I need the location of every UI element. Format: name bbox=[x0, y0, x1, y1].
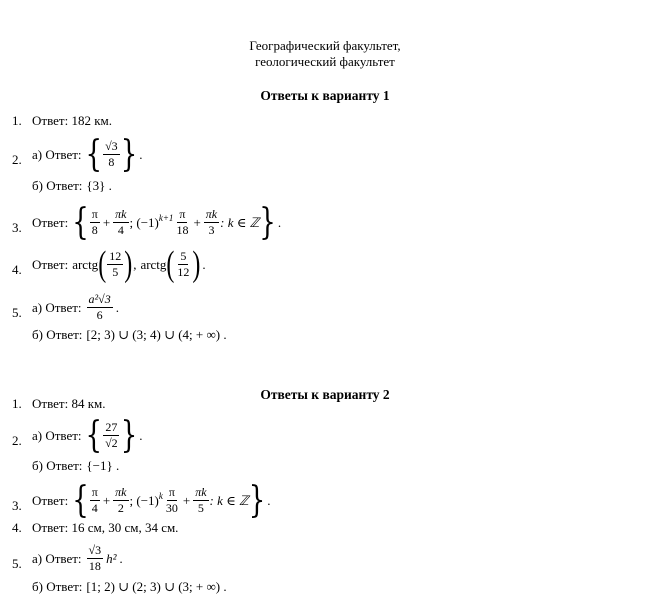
fraction bbox=[113, 486, 128, 515]
answer-label: а) Ответ: bbox=[32, 427, 82, 443]
denominator: 6 bbox=[96, 308, 103, 322]
variant-2-title: Ответы к варианту 2 bbox=[260, 387, 390, 402]
answer-formula bbox=[32, 178, 112, 194]
left-brace: { bbox=[85, 414, 103, 457]
answer-formula: Ответ: { $\frac{\pi}{8}$ + $\frac{\pi k}{4}$ ; (−1) k+1 $\frac{\pi}{18}$ + $\frac{\pi k}{3}$ : k ∈ ℤ } . bbox=[32, 201, 282, 244]
answer-formula: Ответ: { $\frac{\pi}{4}$ + $\frac{\pi k}{2}$ ; (−1) k $\frac{\pi}{30}$ + $\frac{\pi k}{5}$ : k ∈ ℤ } . bbox=[32, 479, 271, 522]
answer-formula bbox=[32, 544, 123, 573]
numerator: a²√3 bbox=[88, 292, 111, 306]
exponent: k bbox=[158, 490, 163, 501]
condition: : k ∈ ℤ bbox=[209, 492, 249, 508]
right-brace: } bbox=[120, 133, 138, 176]
left-brace: { bbox=[85, 133, 103, 176]
condition: : k ∈ ℤ bbox=[220, 214, 260, 230]
right-brace: } bbox=[259, 201, 276, 244]
answer-label: а) Ответ: bbox=[32, 299, 82, 315]
answer-text: Ответ: 182 км. bbox=[32, 113, 112, 128]
denominator: 3 bbox=[208, 223, 215, 237]
answer-label: Ответ: bbox=[32, 256, 69, 272]
answer-formula: а) Ответ: $\frac{\text{a²√3}}{6}$ . bbox=[32, 292, 119, 322]
denominator: 2 bbox=[117, 501, 124, 515]
numerator: π bbox=[179, 207, 186, 221]
faculty-line-1: Географический факультет, bbox=[249, 38, 401, 53]
numerator: π bbox=[91, 207, 98, 221]
variant-1-title: Ответы к варианту 1 bbox=[260, 88, 390, 103]
answer-label: б) Ответ: bbox=[32, 327, 83, 342]
fraction bbox=[87, 293, 113, 322]
fraction bbox=[204, 208, 219, 237]
fraction bbox=[164, 486, 180, 515]
denominator: 8 bbox=[108, 155, 115, 169]
answer-value: {3} . bbox=[86, 178, 112, 193]
faculty-line-2: геологический факультет bbox=[255, 54, 395, 69]
denominator: 4 bbox=[117, 223, 124, 237]
function-name: arctg bbox=[72, 256, 99, 272]
answer-label: б) Ответ: bbox=[32, 178, 83, 193]
exponent: k+1 bbox=[158, 212, 174, 223]
denominator: 5 bbox=[197, 501, 204, 515]
fraction bbox=[174, 208, 190, 237]
numerator: 5 bbox=[180, 249, 187, 263]
numerator: π bbox=[168, 485, 175, 499]
denominator: 8 bbox=[91, 223, 98, 237]
numerator: 12 bbox=[109, 249, 122, 263]
answer-label: Ответ: bbox=[32, 214, 69, 230]
numerator: √3 bbox=[105, 139, 118, 153]
item-number: 3. bbox=[12, 498, 22, 513]
answer-label: б) Ответ: bbox=[32, 458, 83, 473]
denominator: √2 bbox=[105, 436, 118, 450]
denominator: 12 bbox=[177, 265, 190, 279]
answer-label: б) Ответ: bbox=[32, 579, 83, 594]
fraction bbox=[90, 208, 100, 237]
left-brace: { bbox=[72, 201, 89, 244]
item-number: 5. bbox=[12, 556, 22, 571]
fraction bbox=[103, 140, 120, 169]
denominator: 4 bbox=[91, 501, 98, 515]
numerator: πk bbox=[195, 485, 207, 499]
denominator: 18 bbox=[88, 559, 101, 573]
denominator: 5 bbox=[112, 265, 119, 279]
answer-text: Ответ: 84 км. bbox=[32, 396, 106, 411]
item-number: 4. bbox=[12, 262, 22, 277]
item-number: 2. bbox=[12, 152, 22, 167]
answer-value: [1; 2) ∪ (2; 3) ∪ (3; + ∞) . bbox=[86, 579, 227, 594]
fraction bbox=[113, 208, 128, 237]
answer-formula: Ответ: arctg ( $\frac{12}{5}$ ) , arctg ( $\frac{5}{12}$ ) . bbox=[32, 245, 206, 284]
sign-factor: ; (−1) bbox=[129, 492, 159, 508]
fraction bbox=[175, 250, 191, 279]
fraction bbox=[90, 486, 100, 515]
left-brace: { bbox=[72, 479, 89, 522]
numerator: πk bbox=[115, 485, 127, 499]
answer-label: Ответ: bbox=[32, 492, 69, 508]
fraction bbox=[193, 486, 208, 515]
sign-factor: ; (−1) bbox=[129, 214, 159, 230]
item-number: 1. bbox=[12, 113, 22, 128]
function-name: arctg bbox=[140, 256, 167, 272]
answer-value: {−1} . bbox=[86, 458, 120, 473]
answer-label: а) Ответ: bbox=[32, 146, 82, 162]
answer-formula bbox=[32, 579, 227, 595]
numerator: 27 bbox=[105, 420, 118, 434]
item-number: 3. bbox=[12, 220, 22, 235]
answer-formula: а) Ответ: { $\frac{√3}{8}$ } . bbox=[32, 133, 143, 176]
answer-formula: а) Ответ: { $\frac{27}{√2}$ } . bbox=[32, 414, 143, 457]
answer-formula bbox=[32, 458, 119, 474]
denominator: 30 bbox=[165, 501, 178, 515]
answer-text: Ответ: 16 см, 30 см, 34 см. bbox=[32, 520, 179, 535]
numerator: √3 bbox=[88, 543, 102, 557]
numerator: π bbox=[91, 485, 98, 499]
answer-label: а) Ответ: bbox=[32, 550, 82, 566]
item-number: 1. bbox=[12, 396, 22, 411]
right-brace: } bbox=[120, 414, 138, 457]
fraction bbox=[103, 421, 120, 450]
numerator: πk bbox=[115, 207, 127, 221]
denominator: 18 bbox=[176, 223, 189, 237]
fraction bbox=[87, 544, 104, 573]
fraction bbox=[107, 250, 123, 279]
answer-value: [2; 3) ∪ (3; 4) ∪ (4; + ∞) . bbox=[86, 327, 227, 342]
item-number: 5. bbox=[12, 305, 22, 320]
answer-suffix: h² . bbox=[106, 550, 124, 566]
right-brace: } bbox=[248, 479, 266, 522]
answer-formula bbox=[32, 327, 227, 343]
numerator: πk bbox=[205, 207, 218, 221]
item-number: 2. bbox=[12, 433, 22, 448]
item-number: 4. bbox=[12, 520, 22, 535]
faculty-header bbox=[0, 38, 650, 70]
